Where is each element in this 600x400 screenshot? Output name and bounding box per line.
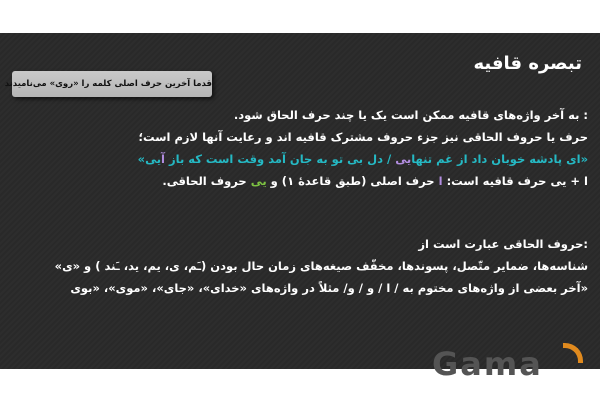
poem-text: «ای پادشه خوبان داد از غم تنها — [411, 152, 588, 166]
rule-highlight: یی — [250, 174, 267, 188]
poem-line — [18, 148, 588, 170]
body-line: «آخر بعضی از واژه‌های مختوم به / ا / و / و/ مثلاً در واژه‌های «خدای»، «جای»، «موی»، «بوی — [70, 281, 588, 295]
rule-text: حروف الحاقی. — [162, 174, 251, 188]
body-line: : به آخر واژه‌های قافیه ممکن است یک یا چند حرف الحاق شود. — [233, 108, 588, 122]
rule-line — [18, 170, 588, 192]
note-box: قدما آخرین حرف اصلی کلمه را «روی» می‌نامیدند — [12, 71, 212, 97]
slide — [0, 33, 600, 369]
poem-text: یی» — [137, 152, 162, 166]
body-line: :حروف الحاقی عبارت است از — [418, 237, 588, 251]
body-line: شناسه‌ها، ضمایر متّصل، پسوندها، مخفّف صیغه‌های زمان حال بودن (ـَم، ی، یم، ید، ـَند ) و «ی» — [54, 259, 588, 273]
slide-title: تبصره قافیه — [473, 53, 582, 74]
poem-highlight: آ — [161, 152, 165, 166]
body-line: حرف یا حروف الحاقی نیز جزء حروف مشترک قافیه اند و رعایت آنها لازم است؛ — [138, 130, 588, 144]
body-paragraph-1 — [18, 104, 588, 192]
gama-logo: Gama — [432, 345, 543, 383]
rule-text: حرف اصلی (طبق قاعدهٔ ۱) و — [266, 174, 439, 188]
rule-highlight: ا — [438, 174, 443, 188]
poem-highlight: یی — [395, 152, 412, 166]
poem-text: / دل بی تو به جان آمد وقت است که باز — [165, 152, 396, 166]
body-paragraph-2 — [18, 233, 588, 299]
rule-text: ا + یی حرف قافیه است: — [442, 174, 588, 188]
